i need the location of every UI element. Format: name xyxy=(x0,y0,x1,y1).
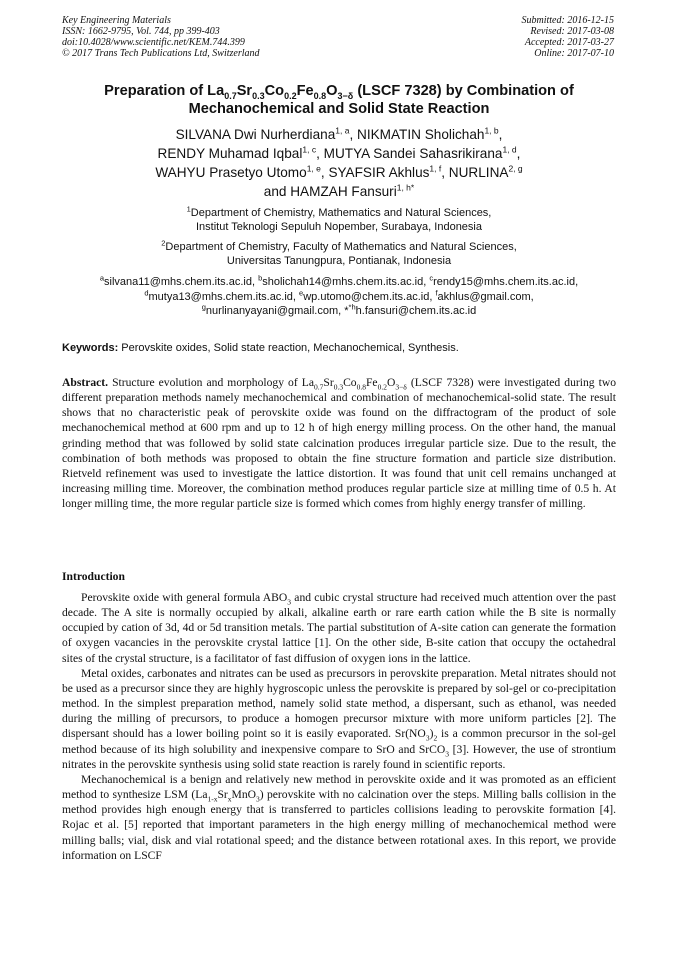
author xyxy=(264,184,414,199)
email-mark: c xyxy=(429,273,434,283)
email-link[interactable]: akhlus@gmail.com, xyxy=(437,290,534,303)
formula-subscript: 0.7 xyxy=(314,382,324,392)
submitted-date: Submitted: 2016-12-15 xyxy=(521,15,614,26)
affiliation-mark: 2 xyxy=(161,238,166,248)
formula-subscript: 3 xyxy=(287,597,292,607)
paragraph-text: ) perovskite with no calcination over the steps. Milling balls collision in the method provides high enough energy that is transferred to particles collisions leading to perovskite formation [4]. Rojac et al. [5] reported that important parameters in the high energy milling of mechanochemical method were milling balls; vial, disk and vial rotational speed; and the distance between rotational axes. In this report, we provide information on LSCF xyxy=(62,788,616,862)
abstract-text: Fe xyxy=(365,376,378,389)
email-link[interactable]: nurlinanyayani@gmail.com, xyxy=(205,305,345,317)
author xyxy=(357,127,502,142)
copyright: © 2017 Trans Tech Publications Ltd, Switzerland xyxy=(62,48,260,59)
author xyxy=(449,165,523,180)
abstract-text: Sr xyxy=(323,376,334,389)
author-name: RENDY Muhamad Iqbal xyxy=(157,146,303,161)
formula-subscript: 3 xyxy=(256,794,260,804)
journal-info xyxy=(62,15,260,59)
author-name: NIKMATIN Sholichah xyxy=(357,127,485,142)
affiliation-line: Universitas Tanungpura, Pontianak, Indonesia xyxy=(226,255,452,267)
author-separator: , xyxy=(498,127,503,142)
formula-subscript: 1-x xyxy=(207,794,218,804)
author xyxy=(176,127,357,142)
author-separator: , xyxy=(320,165,329,180)
title-subscript: 0.2 xyxy=(284,90,297,101)
author-affiliation-mark: 1, d xyxy=(502,144,517,155)
email-list xyxy=(30,275,648,319)
formula-subscript: 2 xyxy=(433,733,438,743)
affiliation-line: Institut Teknologi Sepuluh Nopember, Surabaya, Indonesia xyxy=(196,221,482,233)
abstract-label: Abstract. xyxy=(62,376,109,389)
title-subscript: 0.3 xyxy=(252,90,265,101)
issn: ISSN: 1662-9795, Vol. 744, pp 399-403 xyxy=(62,26,220,37)
author-separator: , xyxy=(441,165,449,180)
paragraph-text: is a common precursor in the sol-gel method because of its high solubility and inexpensive compare to SrO and SrCO xyxy=(62,727,616,756)
title-text: Preparation of La xyxy=(104,83,225,99)
formula-subscript: 0.3 xyxy=(333,382,344,392)
formula-subscript: 3 xyxy=(445,748,449,758)
email-link[interactable]: h.fansuri@chem.its.ac.id xyxy=(355,305,477,317)
author-affiliation-mark: 1, h* xyxy=(396,182,415,193)
author-name: SILVANA Dwi Nurherdiana xyxy=(175,127,336,142)
paragraph-text: Sr xyxy=(217,788,228,802)
introduction-body xyxy=(62,590,616,863)
paragraph xyxy=(62,590,616,666)
author-affiliation-mark: 1, c xyxy=(302,144,317,155)
email-link[interactable]: sholichah14@mhs.chem.its.ac.id, xyxy=(262,276,430,288)
section-heading-introduction: Introduction xyxy=(62,570,125,583)
author-name: SYAFSIR Akhlus xyxy=(328,165,430,180)
email-mark: f xyxy=(435,287,438,297)
author-separator: , xyxy=(349,127,358,142)
author-name: MUTYA Sandei Sahasrikirana xyxy=(323,146,503,161)
title-text: Sr xyxy=(236,83,253,99)
author-name: HAMZAH Fansuri xyxy=(290,184,397,199)
affiliation-line: Department of Chemistry, Faculty of Mathematics and Natural Sciences, xyxy=(165,241,517,253)
journal-name: Key Engineering Materials xyxy=(62,15,171,26)
email-mark: g xyxy=(201,302,206,312)
affiliation-line: Department of Chemistry, Mathematics and Natural Sciences, xyxy=(190,207,492,219)
paragraph-text: MnO xyxy=(231,788,257,802)
title-subscript: 0.8 xyxy=(313,90,327,101)
title-subscript: 0.7 xyxy=(224,90,237,101)
abstract-text: Co xyxy=(343,376,357,389)
author-name: WAHYU Prasetyo Utomo xyxy=(155,165,307,180)
paragraph-text: [3]. However, the use of strontium nitrates in the perovskite synthesis using solid state reaction is rarely found in scientific reports. xyxy=(62,742,616,771)
author xyxy=(324,146,521,161)
paragraph-text: Perovskite oxide with general formula ABO xyxy=(81,591,288,604)
author-affiliation-mark: 1, a xyxy=(335,125,350,136)
author xyxy=(328,165,448,180)
formula-subscript: 3−δ xyxy=(395,382,407,392)
author-name: NURLINA xyxy=(448,165,509,180)
title-text: O xyxy=(326,83,338,99)
author-separator: , xyxy=(516,146,521,161)
author-affiliation-mark: 1, b xyxy=(484,125,499,136)
keywords-label: Keywords: xyxy=(62,342,119,354)
email-mark: *h xyxy=(348,302,356,312)
paragraph-text: and cubic crystal structure had received much attention over the past decade. The A site is normally occupied by alkali, alkaline earth or rare earth cation while the B site is normally occupied by cation of 3d, 4d or 5d transition metals. The partial substitution of A-site cation can generate the formation of oxygen vacancies in the perovskite crystal lattice [1]. On the other side, B-site cation that occupy the octahedral sites of the crystal structure, is a facilitator of fast diffusion of oxygen ions in the lattice. xyxy=(62,591,616,665)
online-date: Online: 2017-07-10 xyxy=(534,48,614,59)
author xyxy=(158,146,324,161)
doi: doi:10.4028/www.scientific.net/KEM.744.399 xyxy=(62,37,245,48)
abstract-text: (LSCF 7328) were investigated during two different preparation methods namely mechanochemical and combination of mechanochemical-solid state. The result shows that no characteristic peak of perovskite oxide was found on the diffractogram of the product of sole mechanochemical method at 600 rpm and up to 12 h of high energy milling process. On the other hand, the manual grinding method that was followed by solid state calcination produces irregular particle size. Due to the result, the combination of both methods was proposed to obtain the fine structure formation and particle size distribution. Rietveld refinement was used to investigate the lattice distortion. It was found that unit cell remains unchanged at increasing milling time. Moreover, the combination method produces regular particle size at milling time of 0.5 h. At longer milling time, the more regular particle size is formed which comes from highly energy transfer of milling. xyxy=(62,376,616,511)
title-text: Fe xyxy=(296,83,314,99)
paragraph xyxy=(62,772,616,863)
email-mark: a xyxy=(99,273,105,283)
formula-subscript: x xyxy=(227,794,232,804)
title-subscript: 3−δ xyxy=(337,90,354,101)
title-line-2: Mechanochemical and Solid State Reaction xyxy=(188,101,490,117)
keywords xyxy=(62,341,618,355)
abstract-text: O xyxy=(386,376,396,389)
paragraph-text: ) xyxy=(429,727,434,741)
abstract xyxy=(62,375,616,511)
affiliation-2 xyxy=(40,240,638,268)
email-mark: * xyxy=(344,305,349,317)
email-mark: e xyxy=(299,287,304,297)
revised-date: Revised: 2017-03-08 xyxy=(530,26,614,37)
title-text: Co xyxy=(264,83,285,99)
email-mark: d xyxy=(144,287,149,297)
paper-title xyxy=(40,82,638,118)
publication-dates xyxy=(522,15,615,59)
email-mark: b xyxy=(258,273,263,283)
author-affiliation-mark: 2, g xyxy=(508,163,523,174)
author-affiliation-mark: 1, e xyxy=(306,163,321,174)
email-link[interactable]: wp.utomo@chem.its.ac.id, xyxy=(303,290,436,303)
affiliation-1 xyxy=(40,206,638,234)
author xyxy=(155,165,328,180)
author-affiliation-mark: 1, f xyxy=(429,163,442,174)
author-separator: , xyxy=(316,146,324,161)
paragraph-text: Mechanochemical is a benign and relatively new method in perovskite oxide and it was promoted as an efficient method to synthesize LSM (La xyxy=(62,772,616,802)
accepted-date: Accepted: 2017-03-27 xyxy=(524,37,614,48)
title-text: (LSCF 7328) by Combination of xyxy=(353,83,574,99)
formula-subscript: 3 xyxy=(425,733,430,743)
email-link[interactable]: mutya13@mhs.chem.its.ac.id, xyxy=(148,290,300,303)
formula-subscript: 0.8 xyxy=(356,382,366,392)
paragraph xyxy=(62,666,616,772)
abstract-text: Structure evolution and morphology of La xyxy=(108,376,314,389)
author-conjunction: and xyxy=(263,184,291,199)
author-list xyxy=(30,125,648,201)
keywords-text: Perovskite oxides, Solid state reaction, Mechanochemical, Synthesis. xyxy=(118,342,459,354)
paragraph-text: Metal oxides, carbonates and nitrates can be used as precursors in perovskite preparation. Metal nitrates should not be used as a precursor since they are highly hygroscopic unless the perovskite is prepared by sol-gel or co-precipitation method. In the simplest preparation method, namely solid state method, a dispersant, such as ethanol, was needed during the milling of precursors, to produce a homogen precursor mixture with more uniform particles [2]. The dispersant should has a lower boiling point so it is easily evaporated. Sr(NO xyxy=(62,666,616,741)
email-link[interactable]: silvana11@mhs.chem.its.ac.id, xyxy=(104,276,259,288)
formula-subscript: 0.2 xyxy=(377,382,387,392)
email-link[interactable]: rendy15@mhs.chem.its.ac.id, xyxy=(433,276,579,288)
affiliation-mark: 1 xyxy=(186,204,191,214)
